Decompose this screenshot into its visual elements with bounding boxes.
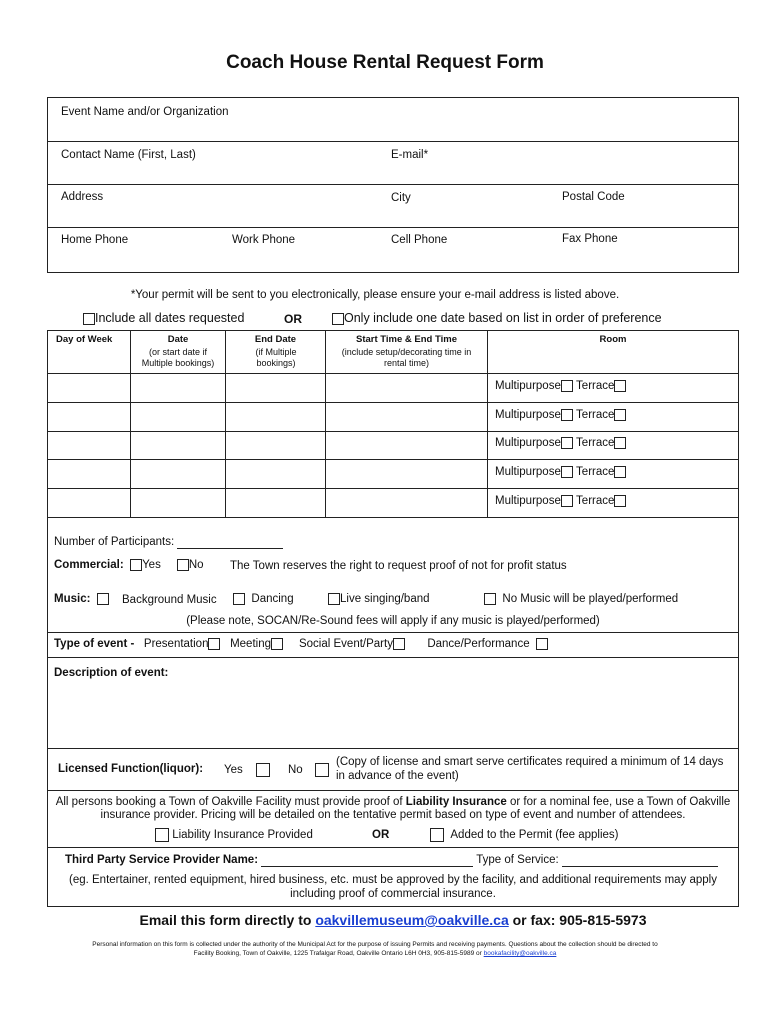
background-music-label: Background Music xyxy=(122,594,217,606)
header-room: Room xyxy=(599,334,627,345)
multipurpose-checkbox[interactable] xyxy=(561,380,573,392)
cell-phone-field[interactable]: Cell Phone xyxy=(391,234,448,246)
liability-provided-checkbox[interactable] xyxy=(155,828,169,842)
live-singing-checkbox[interactable] xyxy=(328,593,340,605)
presentation-checkbox[interactable] xyxy=(208,638,220,650)
multipurpose-checkbox[interactable] xyxy=(561,495,573,507)
no-music-label: No Music will be played/performed xyxy=(502,593,679,606)
licensed-yes-checkbox[interactable] xyxy=(256,763,270,777)
table-row xyxy=(495,380,626,392)
form-title: Coach House Rental Request Form xyxy=(226,52,544,73)
third-party-note-line2: including proof of commercial insurance. xyxy=(290,888,496,900)
table-row xyxy=(495,495,626,507)
third-party-note-line1: (eg. Entertainer, rented equipment, hired business, etc. must be approved by the facility, and additional requirements may apply xyxy=(69,874,717,886)
contact-name-field[interactable]: Contact Name (First, Last) xyxy=(61,149,196,161)
licensed-yes-label: Yes xyxy=(224,764,243,777)
include-all-label: Include all dates requested xyxy=(95,311,245,325)
contact-section xyxy=(47,97,739,273)
terrace-label: Terrace xyxy=(576,409,615,422)
museum-email-link[interactable]: oakvillemuseum@oakville.ca xyxy=(315,912,509,928)
header-day-of-week: Day of Week xyxy=(56,334,113,345)
liability-added-checkbox[interactable] xyxy=(430,828,444,842)
home-phone-field[interactable]: Home Phone xyxy=(61,234,129,246)
terrace-checkbox[interactable] xyxy=(614,380,626,392)
socan-note: (Please note, SOCAN/Re-Sound fees will apply if any music is played/performed) xyxy=(186,615,600,627)
live-singing-label: Live singing/band xyxy=(340,593,430,606)
commercial-yes-checkbox[interactable] xyxy=(130,559,142,571)
table-row xyxy=(495,466,626,478)
dancing-checkbox[interactable] xyxy=(233,593,245,605)
description-label: Description of event: xyxy=(54,667,169,679)
include-all-checkbox[interactable] xyxy=(83,313,95,325)
only-one-label: Only include one date based on list in order of preference xyxy=(344,311,662,325)
type-of-service-label: Type of Service: xyxy=(476,854,559,866)
multipurpose-checkbox[interactable] xyxy=(561,466,573,478)
liability-text-bold: Liability Insurance xyxy=(405,796,507,808)
third-party-label: Third Party Service Provider Name: xyxy=(65,854,259,866)
header-end-date-sub: (if Multiple bookings) xyxy=(255,347,297,368)
permit-note: *Your permit will be sent to you electronically, please ensure your e-mail address is listed above. xyxy=(130,289,620,301)
footer-line2 xyxy=(0,950,750,957)
header-date: Date xyxy=(167,334,189,345)
postal-code-field[interactable]: Postal Code xyxy=(562,191,625,203)
terrace-label: Terrace xyxy=(576,380,615,393)
background-music-checkbox[interactable] xyxy=(97,593,109,605)
terrace-label: Terrace xyxy=(576,437,615,450)
only-one-checkbox[interactable] xyxy=(332,313,344,325)
footer-line1: Personal information on this form is collected under the authority of the Municipal Act for the purpose of issuing Permits and receiving payments. Questions about the collection should be directed to xyxy=(92,941,658,948)
meeting-label: Meeting xyxy=(230,638,271,651)
social-event-checkbox[interactable] xyxy=(393,638,405,650)
liability-added-label: Added to the Permit (fee applies) xyxy=(450,829,619,842)
header-time: Start Time & End Time xyxy=(355,334,457,345)
dancing-label: Dancing xyxy=(251,593,294,606)
liability-provided-label: Liability Insurance Provided xyxy=(172,829,313,842)
work-phone-field[interactable]: Work Phone xyxy=(232,234,296,246)
licensed-label: Licensed Function(liquor): xyxy=(58,763,204,775)
music-label: Music: xyxy=(54,593,91,606)
presentation-label: Presentation xyxy=(143,638,209,651)
liability-text-pre: All persons booking a Town of Oakville Facility must provide proof of xyxy=(55,796,406,808)
description-input[interactable] xyxy=(50,685,736,745)
terrace-checkbox[interactable] xyxy=(614,466,626,478)
email-instruction xyxy=(47,912,739,928)
participants-input[interactable] xyxy=(177,536,283,549)
commercial-no-checkbox[interactable] xyxy=(177,559,189,571)
table-row xyxy=(495,409,626,421)
no-music-checkbox[interactable] xyxy=(484,593,496,605)
terrace-label: Terrace xyxy=(576,495,615,508)
email-instruction-post: or fax: 905-815-5973 xyxy=(508,912,647,928)
multipurpose-label: Multipurpose xyxy=(495,495,561,508)
liability-line2: insurance provider. Pricing will be detailed on the tentative permit based on type of event and number of attendees. xyxy=(100,809,686,821)
multipurpose-checkbox[interactable] xyxy=(561,409,573,421)
fax-phone-field[interactable]: Fax Phone xyxy=(562,233,618,245)
meeting-checkbox[interactable] xyxy=(271,638,283,650)
commercial-yes-label: Yes xyxy=(142,559,161,572)
licensed-note-line1: (Copy of license and smart serve certificates required a minimum of 14 days xyxy=(336,756,724,768)
table-row xyxy=(495,437,626,449)
options-or: OR xyxy=(284,312,302,326)
multipurpose-label: Multipurpose xyxy=(495,409,561,422)
footer-line2-text: Facility Booking, Town of Oakville, 1225 Trafalgar Road, Oakville Ontario L6H 0H3, 905-815-5989 or xyxy=(193,950,484,957)
licensed-no-label: No xyxy=(288,764,303,777)
commercial-no-label: No xyxy=(188,559,204,572)
facility-email-link[interactable]: bookafacility@oakville.ca xyxy=(483,950,557,957)
liability-or: OR xyxy=(372,829,390,841)
header-end-date: End Date xyxy=(254,334,297,345)
email-field[interactable]: E-mail* xyxy=(391,149,429,161)
terrace-checkbox[interactable] xyxy=(614,437,626,449)
city-field[interactable]: City xyxy=(391,192,411,204)
social-event-label: Social Event/Party xyxy=(298,638,393,651)
licensed-note-line2: in advance of the event) xyxy=(336,770,459,782)
terrace-label: Terrace xyxy=(576,466,615,479)
address-field[interactable]: Address xyxy=(61,191,104,203)
email-instruction-pre: Email this form directly to xyxy=(139,912,316,928)
multipurpose-label: Multipurpose xyxy=(495,380,561,393)
third-party-name-input[interactable] xyxy=(261,854,473,867)
dance-performance-checkbox[interactable] xyxy=(536,638,548,650)
multipurpose-checkbox[interactable] xyxy=(561,437,573,449)
terrace-checkbox[interactable] xyxy=(614,409,626,421)
header-date-sub: (or start date if Multiple bookings) xyxy=(141,347,215,368)
commercial-label: Commercial: xyxy=(54,559,124,572)
licensed-no-checkbox[interactable] xyxy=(315,763,329,777)
multipurpose-label: Multipurpose xyxy=(495,466,561,479)
header-time-sub: (include setup/decorating time in rental time) xyxy=(341,347,472,368)
type-of-event-label: Type of event - xyxy=(54,638,135,651)
multipurpose-label: Multipurpose xyxy=(495,437,561,450)
participants-label: Number of Participants: xyxy=(54,536,175,548)
liability-text-post: or for a nominal fee, use a Town of Oakville xyxy=(506,796,731,808)
type-of-service-input[interactable] xyxy=(562,854,718,867)
liability-line1 xyxy=(47,796,739,808)
dance-performance-label: Dance/Performance xyxy=(427,638,530,651)
terrace-checkbox[interactable] xyxy=(614,495,626,507)
event-name-field[interactable]: Event Name and/or Organization xyxy=(61,106,229,118)
nonprofit-note: The Town reserves the right to request proof of not for profit status xyxy=(230,560,567,572)
